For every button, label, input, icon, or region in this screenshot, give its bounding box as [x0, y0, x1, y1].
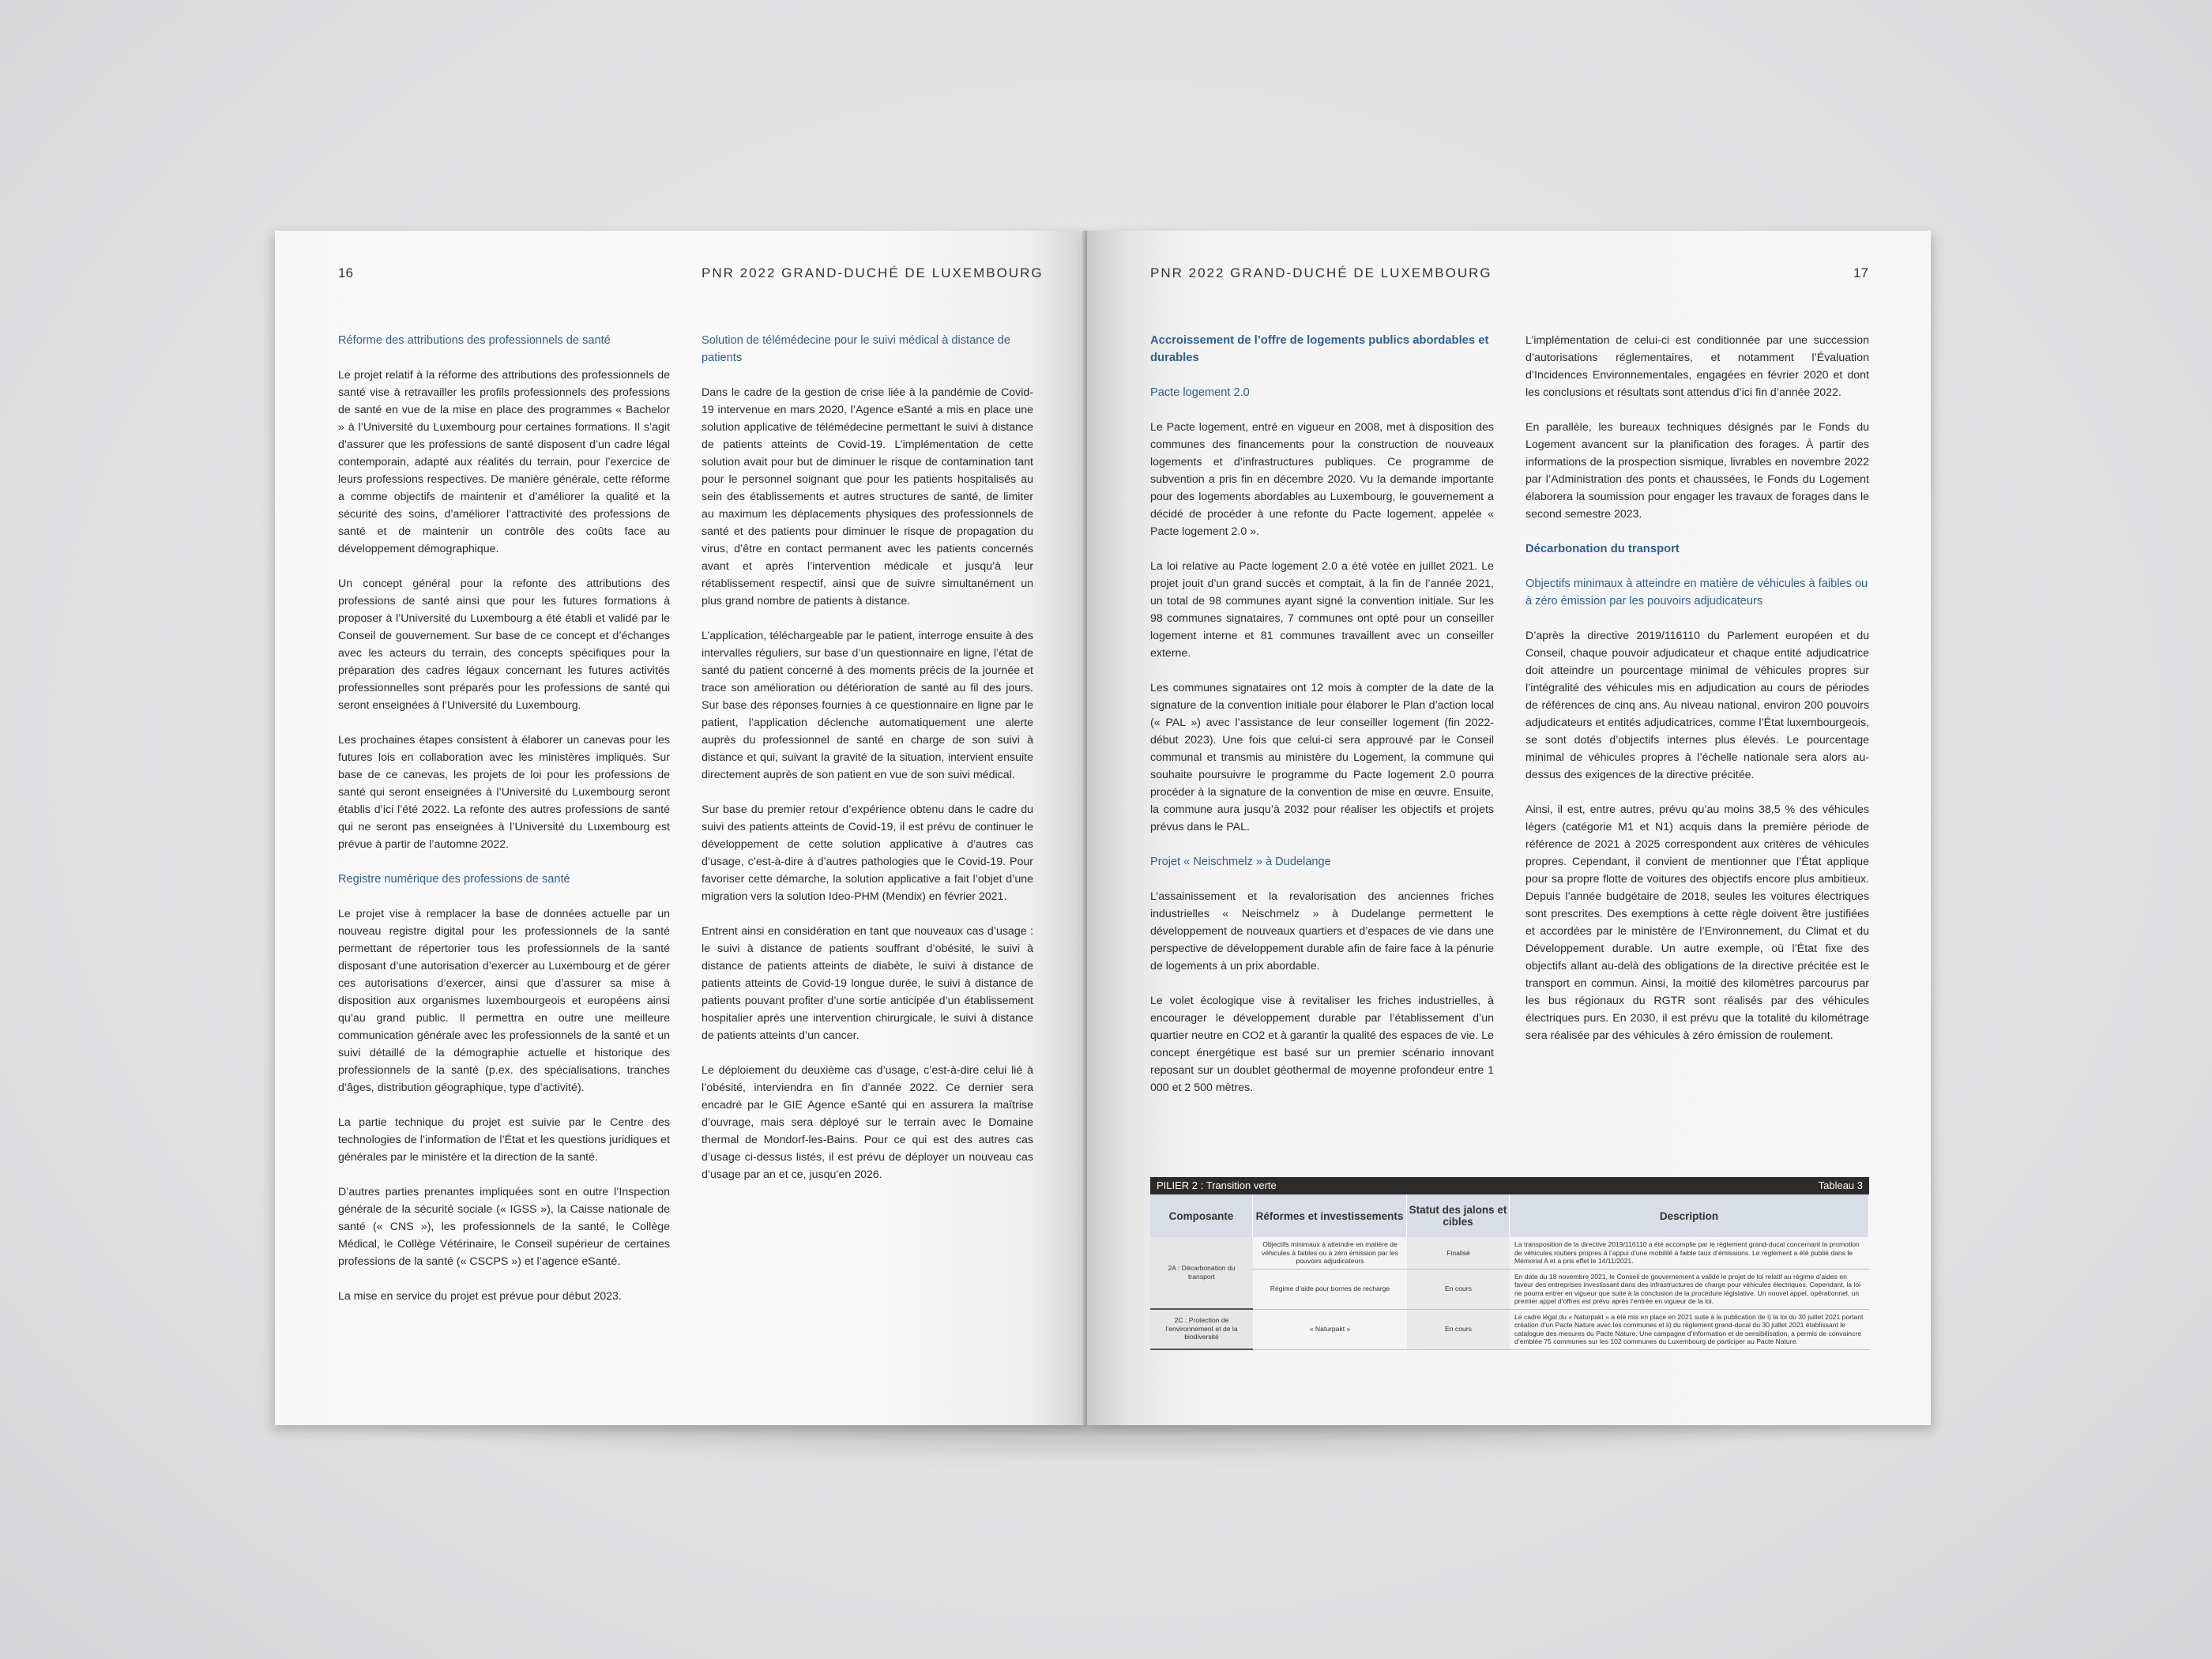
- left-column-2: [702, 332, 1033, 1201]
- paragraph: L’assainissement et la revalorisation des anciennes friches industrielles « Neischmelz » à Dudelange permettent le développement de nouveaux quartiers et d’espaces de vie dans une perspective de développement durable afin de faire face à la pénurie de logements à un prix abordable.: [1150, 890, 1494, 972]
- paragraph: L’application, téléchargeable par le patient, interroge ensuite à des intervalles réguliers, sur base d’un questionnaire en ligne, l’état de santé du patient concerné à des moments précis de la journée et trace son amélioration ou détérioration de santé au fil des jours. Sur base des réponses fournies à ce questionnaire en ligne par le patient, l’application déclenche automatiquement une alerte auprès du professionnel de santé en charge de son suivi à distance et qui, suivant la gravité de la situation, intervient ensuite directement auprès de son patient en vue de son suivi médical.: [702, 630, 1033, 781]
- paragraph: Le Pacte logement, entré en vigueur en 2008, met à disposition des communes des financements pour la construction de nouveaux logements et d’infrastructures publiques. Ce programme de subvention a pris fin en décembre 2020. Vu la demande importante pour des logements abordables au Luxembourg, le gouvernement a décidé de procéder à une refonte du Pacte logement, appelée « Pacte logement 2.0 ».: [1150, 421, 1494, 538]
- table-label: Tableau 3: [1818, 1179, 1863, 1191]
- table-cell-component: 2C : Protection de l’environnement et de la biodiversité: [1150, 1310, 1253, 1350]
- table-caption-bar: [1150, 1177, 1869, 1194]
- section-heading: Réforme des attributions des professionnels de santé: [338, 334, 611, 347]
- running-header-right: PNR 2022 GRAND-DUCHÉ DE LUXEMBOURG: [1150, 265, 1492, 280]
- paragraph: Ainsi, il est, entre autres, prévu qu’au moins 38,5 % des véhicules légers (catégorie M1 et N1) acquis dans la première période de référence de 2021 à 2025 correspondent aux critères de véhicules propres. Cependant, il convient de mentionner que l’État applique pour sa propre flotte de voitures des objectifs encore plus ambitieux. Depuis l’année budgétaire de 2018, seules les voitures électriques sont prescrites. Des exemptions à cette règle doivent être justifiées et accordées par le ministère de l’Environnement, du Climat et du Développement durable. Un autre exemple, où l’État fixe des objectifs allant au-delà des obligations de la directive précitée est le transport en commun. Ainsi, la moitié des kilomètres parcourus par les bus régionaux du RGTR sont réalisés par des véhicules électriques purs. En 2030, il est prévu que la totalité du kilométrage sera réalisée par des véhicules à zéro émission de roulement.: [1525, 803, 1869, 1042]
- table-cell-description: La transposition de la directive 2019/116110 a été accomplie par le règlement grand-ducal concernant la promotion de véhicules routiers propres à l’appui d’une mobilité à faible taux d’émissions. Le règlement a été publié dans le Mémorial A et a pris effet le 14/11/2021.: [1510, 1237, 1869, 1270]
- paragraph: Dans le cadre de la gestion de crise liée à la pandémie de Covid-19 intervenue en mars 2020, l’Agence eSanté a mis en place une solution applicative de télémédecine permettant le suivi à distance de patients atteints de Covid-19. L’implémentation de cette solution avait pour but de diminuer le risque de contamination tant pour le personnel soignant que pour les patients hospitalisés au sein des établissements et autres structures de santé, de limiter au maximum les déplacements physiques des professionnels de santé et des patients pour diminuer le risque de propagation du virus, d’être en contact permanent avec les patients concernés avant et après l’intervention médicale et jusqu’à leur rétablissement respectif, ainsi que de suivre simultanément un plus grand nombre de patients à distance.: [702, 386, 1033, 608]
- paragraph: La loi relative au Pacte logement 2.0 a été votée en juillet 2021. Le projet jouit d’un grand succès et comptait, à la fin de l’année 2021, un total de 98 communes ayant signé la convention initiale. Sur les 98 communes signataires, 7 communes ont opté pour un conseiller logement interne et 81 communes travaillent avec un conseiller externe.: [1150, 560, 1494, 660]
- right-page: [1087, 231, 1931, 1425]
- paragraph: Un concept général pour la refonte des attributions des professions de santé ainsi que pour les futures formations à proposer à l’Université du Luxembourg a été établi et validé par le Conseil de gouvernement. Sur base de ce concept et d’échanges avec les acteurs du terrain, des concepts spécifiques pour la préparation des cadres légaux concernant les futures activités professionnelles sont préparés pour les professions de santé qui seront enseignées à l’Université du Luxembourg.: [338, 577, 670, 712]
- table-cell-description: Le cadre légal du « Naturpakt » a été mis en place en 2021 suite à la publication de i) la loi du 30 juillet 2021 portant création d’un Pacte Nature avec les communes et ii) du règlement grand-ducal du 30 juillet 2021 établissant le catalogue des mesures du Pacte Nature. Une campagne d’information et de sensibilisation, a permis de convaincre d’emblée 75 communes sur les 102 communes du Luxembourg de participer au Pacte Nature.: [1510, 1310, 1869, 1350]
- table-cell-description: En date du 18 novembre 2021, le Conseil de gouvernement a validé le projet de loi relatif au régime d’aides en faveur des entreprises investissant dans des infrastructures de charge pour véhicules électriques. Cependant, la loi ne pourra entrer en vigueur que suite à la conclusion de la procédure législative. Un nouvel appel, opérationnel, un premier appel d’offres est prévu après l’entrée en vigueur de la loi.: [1510, 1270, 1869, 1310]
- paragraph: La mise en service du projet est prévue pour début 2023.: [338, 1290, 622, 1303]
- table-header-cell: Description: [1510, 1194, 1869, 1237]
- paragraph: Sur base du premier retour d’expérience obtenu dans le cadre du suivi des patients atteints de Covid-19, il est prévu de continuer le développement de cette solution applicative à d’autres cas d’usage, c’est-à-dire à d’autres pathologies que le Covid-19. Pour favoriser cette démarche, la solution applicative a fait l’objet d’une migration vers la solution Ideo-PHM (Mendix) en février 2021.: [702, 803, 1033, 903]
- table-cell-reform: Objectifs minimaux à atteindre en matière de véhicules à faibles ou à zéro émission par les pouvoirs adjudicateurs: [1253, 1237, 1407, 1270]
- paragraph: L’implémentation de celui-ci est conditionnée par une succession d’autorisations réglementaires, et notamment l’Évaluation d’Incidences Environnementales, engagées en février 2020 et dont les conclusions et résultats sont attendus d’ici fin d’année 2022.: [1525, 334, 1869, 399]
- left-column-1: [338, 332, 670, 1322]
- paragraph: La partie technique du projet est suivie par le Centre des technologies de l’information de l’État et les questions juridiques et générales par le ministère et la direction de la santé.: [338, 1116, 670, 1164]
- paragraph: Les communes signataires ont 12 mois à compter de la date de la signature de la convention initiale pour élaborer le Plan d’action local (« PAL ») avec l’assistance de leur conseiller logement (fin 2022-début 2023). Une fois que celui-ci sera approuvé par le Conseil communal et transmis au ministère du Logement, la commune qui souhaite poursuivre le programme du Pacte logement 2.0 pourra procéder à la signature de la convention de mise en œuvre. Ensuite, la commune aura jusqu’à 2032 pour réaliser les objectifs et projets prévus dans le PAL.: [1150, 682, 1494, 833]
- paragraph: D’autres parties prenantes impliquées sont en outre l’Inspection générale de la sécurité sociale (« IGSS »), la Caisse nationale de santé (« CNS »), les professionnels de la santé, le Collège Médical, le Collège Vétérinaire, le Conseil supérieur de certaines professions de la santé (« CSCPS ») et l’agence eSanté.: [338, 1186, 670, 1268]
- paragraph: Le projet relatif à la réforme des attributions des professionnels de santé vise à retravailler les profils professionnels des professions de santé en vue de la mise en place des programmes « Bachelor » à l’Université du Luxembourg pour certaines formations. Il s’agit d’assurer que les professions de santé disposent d’un cadre légal contemporain, adapté aux réalités du terrain, pour l’exercice de leurs professions respectives. De manière générale, cette réforme a comme objectifs de maintenir et d’améliorer la qualité et la sécurité des soins, d’améliorer l’attractivité des professions de santé et de maintenir un contrôle des coûts face au développement démographique.: [338, 369, 670, 555]
- paragraph: Le projet vise à remplacer la base de données actuelle par un nouveau registre digital pour les professionnels de la santé permettant de répertorier tous les professionnels de la santé disposant d’une autorisation d’exercer au Luxembourg et de gérer ces autorisations d’exercer, ainsi que d’assurer sa mise à disposition aux organismes luxembourgeois et européens ainsi qu’au grand public. Il permettra en outre une meilleure communication générale avec les professionnels de la santé et un suivi détaillé de la démographie actuelle et historique des professionnels de la santé (p.ex. des spécialisations, tranches d’âges, distribution géographique, type d’activité).: [338, 908, 670, 1094]
- pillar-table: [1150, 1177, 1869, 1350]
- table-header-cell: Réformes et investissements: [1253, 1194, 1407, 1237]
- right-column-1: [1150, 332, 1494, 1114]
- section-heading: Pacte logement 2.0: [1150, 386, 1250, 399]
- section-heading: Projet « Neischmelz » à Dudelange: [1150, 856, 1331, 868]
- table-header-cell: Composante: [1150, 1194, 1253, 1237]
- table-cell-status: Finalisé: [1407, 1237, 1510, 1270]
- page-number-right: 17: [1853, 265, 1868, 280]
- section-heading: Décarbonation du transport: [1525, 543, 1680, 555]
- running-header-left: PNR 2022 GRAND-DUCHÉ DE LUXEMBOURG: [702, 265, 1044, 280]
- section-heading: Accroissement de l’offre de logements publics abordables et durables: [1150, 334, 1489, 364]
- paragraph: Entrent ainsi en considération en tant que nouveaux cas d’usage : le suivi à distance de patients souffrant d’obésité, le suivi à distance de patients atteints de diabète, le suivi à distance de patients atteints de Covid-19 longue durée, le suivi à distance de patients pouvant profiter d’une sortie anticipée d’un établissement hospitalier après une intervention chirurgicale, le suivi à distance de patients atteints d’un cancer.: [702, 925, 1033, 1042]
- table-body: [1150, 1237, 1869, 1350]
- paragraph: D’après la directive 2019/116110 du Parlement européen et du Conseil, chaque pouvoir adjudicateur et chaque entité adjudicatrice doit atteindre un pourcentage minimal de véhicules propres sur l’intégralité des véhicules mis en adjudication au cours de périodes de références de cinq ans. Au niveau national, environ 200 pouvoirs adjudicateurs et entités adjudicatrices, comme l’État luxembourgeois, se sont dotés d’objectifs internes plus élevés. Le pourcentage minimal de véhicules propres à l’échelle nationale sera alors au-dessus des exigences de la directive précitée.: [1525, 630, 1869, 781]
- section-heading: Objectifs minimaux à atteindre en matière de véhicules à faibles ou à zéro émission par les pouvoirs adjudicateurs: [1525, 577, 1868, 608]
- paragraph: En parallèle, les bureaux techniques désignés par le Fonds du Logement avancent sur la planification des forages. À partir des informations de la prospection sismique, livrables en novembre 2022 par l’Administration des ponts et chaussées, le Fonds du Logement élaborera la soumission pour engager les travaux de forages dans le second semestre 2023.: [1525, 421, 1869, 521]
- right-column-2: [1525, 332, 1869, 1062]
- table-header-cell: Statut des jalons et cibles: [1407, 1194, 1510, 1237]
- table-cell-reform: « Naturpakt »: [1253, 1310, 1407, 1350]
- table-cell-component: 2A : Décarbonation du transport: [1150, 1237, 1253, 1310]
- table-cell-status: En cours: [1407, 1270, 1510, 1310]
- table-caption: PILIER 2 : Transition verte: [1157, 1179, 1277, 1191]
- paragraph: Le déploiement du deuxième cas d’usage, c’est-à-dire celui lié à l’obésité, interviendra en fin d’année 2022. Ce dernier sera encadré par le GIE Agence eSanté qui en assurera la maîtrise d’ouvrage, mais sera déployé sur le terrain avec le Domaine thermal de Mondorf-les-Bains. Pour ce qui est des autres cas d’usage ci-dessus listés, il est prévu de déployer un nouveau cas d’usage par an et ce, jusqu’en 2026.: [702, 1064, 1033, 1181]
- table-cell-reform: Régime d’aide pour bornes de recharge: [1253, 1270, 1407, 1310]
- table-header-row: [1150, 1194, 1869, 1237]
- section-heading: Registre numérique des professions de santé: [338, 873, 570, 886]
- table-cell-status: En cours: [1407, 1310, 1510, 1350]
- section-heading: Solution de télémédecine pour le suivi médical à distance de patients: [702, 334, 1011, 364]
- paragraph: Le volet écologique vise à revitaliser les friches industrielles, à encourager le développement durable par l’établissement d’un quartier neutre en CO2 et à garantir la qualité des espaces de vie. Le concept énergétique est basé sur un premier scénario innovant reposant sur un doublet géothermal de moyenne profondeur entre 1 000 et 2 500 mètres.: [1150, 995, 1494, 1094]
- left-page: [275, 231, 1087, 1425]
- paragraph: Les prochaines étapes consistent à élaborer un canevas pour les futures lois en collaboration avec les ministères impliqués. Sur base de ce canevas, les projets de loi pour les professions de santé qui seront enseignées à l’Université du Luxembourg seront établis d’ici l’été 2022. La refonte des autres professions de santé qui ne seront pas enseignées à l’Université du Luxembourg est prévue à partir de l’automne 2022.: [338, 734, 670, 851]
- page-number-left: 16: [338, 265, 353, 280]
